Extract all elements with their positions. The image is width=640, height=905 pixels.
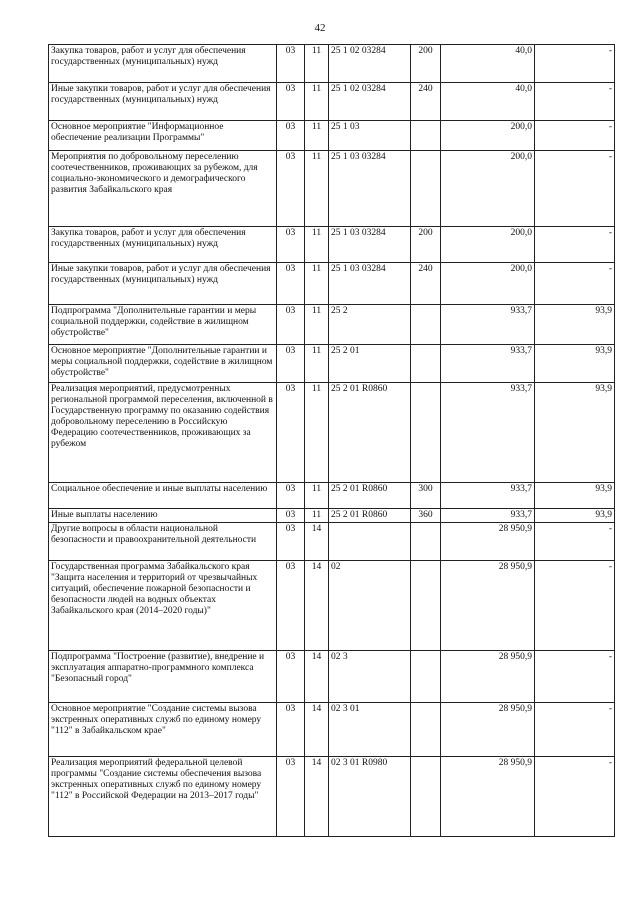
row-name: Закупка товаров, работ и услуг для обеспечения государственных (муниципальных) нужд bbox=[49, 45, 277, 83]
row-subsection: 11 bbox=[305, 227, 329, 263]
row-section: 03 bbox=[277, 523, 305, 561]
table-row bbox=[49, 121, 615, 151]
row-section: 03 bbox=[277, 757, 305, 837]
row-subsection: 11 bbox=[305, 263, 329, 305]
row-subsection: 11 bbox=[305, 45, 329, 83]
row-target-code: 25 1 02 03284 bbox=[329, 45, 411, 83]
row-amount-subvention: - bbox=[535, 523, 615, 561]
row-subsection: 11 bbox=[305, 383, 329, 483]
row-subsection: 11 bbox=[305, 305, 329, 345]
row-target-code: 02 3 bbox=[329, 651, 411, 703]
row-section: 03 bbox=[277, 483, 305, 509]
row-amount-subvention: - bbox=[535, 561, 615, 651]
row-section: 03 bbox=[277, 263, 305, 305]
row-expense-type: 240 bbox=[411, 263, 441, 305]
row-section: 03 bbox=[277, 509, 305, 523]
row-section: 03 bbox=[277, 45, 305, 83]
row-amount-subvention: 93,9 bbox=[535, 383, 615, 483]
row-subsection: 14 bbox=[305, 757, 329, 837]
row-target-code: 25 1 03 bbox=[329, 121, 411, 151]
table-row bbox=[49, 345, 615, 383]
row-section: 03 bbox=[277, 383, 305, 483]
row-expense-type bbox=[411, 345, 441, 383]
row-expense-type: 360 bbox=[411, 509, 441, 523]
table-row bbox=[49, 83, 615, 121]
row-name: Реализация мероприятий, предусмотренных региональной программой переселения, включенной в Государственную программу по оказанию содействия добровольному переселению в Российскую Федерацию соотечественников, проживающих за рубежом bbox=[49, 383, 277, 483]
row-target-code: 02 3 01 bbox=[329, 703, 411, 757]
row-amount: 28 950,9 bbox=[441, 757, 535, 837]
row-target-code: 25 2 01 R0860 bbox=[329, 483, 411, 509]
row-subsection: 14 bbox=[305, 561, 329, 651]
table-row bbox=[49, 263, 615, 305]
row-section: 03 bbox=[277, 151, 305, 227]
table-row bbox=[49, 45, 615, 83]
row-expense-type bbox=[411, 561, 441, 651]
row-section: 03 bbox=[277, 651, 305, 703]
row-target-code: 25 1 03 03284 bbox=[329, 151, 411, 227]
row-amount: 28 950,9 bbox=[441, 703, 535, 757]
table-row bbox=[49, 151, 615, 227]
row-amount: 40,0 bbox=[441, 45, 535, 83]
row-amount: 933,7 bbox=[441, 305, 535, 345]
row-amount-subvention: - bbox=[535, 151, 615, 227]
row-subsection: 14 bbox=[305, 523, 329, 561]
table-row bbox=[49, 483, 615, 509]
row-section: 03 bbox=[277, 83, 305, 121]
row-name: Иные закупки товаров, работ и услуг для обеспечения государственных (муниципальных) нужд bbox=[49, 263, 277, 305]
row-name: Социальное обеспечение и иные выплаты населению bbox=[49, 483, 277, 509]
row-expense-type: 200 bbox=[411, 45, 441, 83]
row-name: Иные выплаты населению bbox=[49, 509, 277, 523]
row-amount-subvention: - bbox=[535, 263, 615, 305]
budget-table bbox=[48, 44, 615, 837]
row-name: Реализация мероприятий федеральной целевой программы "Создание системы обеспечения вызова экстренных оперативных служб по единому номеру "112" в Российской Федерации на 2013–2017 годы" bbox=[49, 757, 277, 837]
row-amount-subvention: 93,9 bbox=[535, 305, 615, 345]
row-amount: 933,7 bbox=[441, 483, 535, 509]
row-target-code: 25 1 02 03284 bbox=[329, 83, 411, 121]
row-section: 03 bbox=[277, 227, 305, 263]
row-target-code: 02 bbox=[329, 561, 411, 651]
row-subsection: 14 bbox=[305, 651, 329, 703]
row-target-code bbox=[329, 523, 411, 561]
row-target-code: 25 2 01 R0860 bbox=[329, 509, 411, 523]
row-amount: 200,0 bbox=[441, 263, 535, 305]
row-amount-subvention: - bbox=[535, 227, 615, 263]
row-expense-type bbox=[411, 383, 441, 483]
row-amount: 40,0 bbox=[441, 83, 535, 121]
row-expense-type bbox=[411, 523, 441, 561]
row-name: Иные закупки товаров, работ и услуг для обеспечения государственных (муниципальных) нужд bbox=[49, 83, 277, 121]
row-amount: 933,7 bbox=[441, 509, 535, 523]
row-target-code: 25 1 03 03284 bbox=[329, 227, 411, 263]
row-section: 03 bbox=[277, 703, 305, 757]
row-amount-subvention: 93,9 bbox=[535, 509, 615, 523]
row-amount: 28 950,9 bbox=[441, 561, 535, 651]
row-amount: 28 950,9 bbox=[441, 651, 535, 703]
row-name: Мероприятия по добровольному переселению соотечественников, проживающих за рубежом, для социально-экономического и демографического развития Забайкальского края bbox=[49, 151, 277, 227]
row-amount-subvention: 93,9 bbox=[535, 345, 615, 383]
row-section: 03 bbox=[277, 561, 305, 651]
row-expense-type: 200 bbox=[411, 227, 441, 263]
row-name: Другие вопросы в области национальной безопасности и правоохранительной деятельности bbox=[49, 523, 277, 561]
row-target-code: 25 2 01 R0860 bbox=[329, 383, 411, 483]
table-row bbox=[49, 561, 615, 651]
row-expense-type bbox=[411, 703, 441, 757]
row-target-code: 25 1 03 03284 bbox=[329, 263, 411, 305]
row-name: Закупка товаров, работ и услуг для обеспечения государственных (муниципальных) нужд bbox=[49, 227, 277, 263]
row-section: 03 bbox=[277, 305, 305, 345]
row-amount-subvention: - bbox=[535, 121, 615, 151]
page-number: 42 bbox=[314, 22, 326, 34]
row-expense-type bbox=[411, 305, 441, 345]
row-subsection: 11 bbox=[305, 345, 329, 383]
row-amount-subvention: - bbox=[535, 83, 615, 121]
table-row bbox=[49, 227, 615, 263]
row-target-code: 25 2 01 bbox=[329, 345, 411, 383]
row-name: Основное мероприятие "Дополнительные гарантии и меры социальной поддержки, содействие в жилищном обустройстве" bbox=[49, 345, 277, 383]
row-name: Подпрограмма "Построение (развитие), внедрение и эксплуатация аппаратно-программного комплекса "Безопасный город" bbox=[49, 651, 277, 703]
row-amount-subvention: - bbox=[535, 651, 615, 703]
row-amount: 933,7 bbox=[441, 383, 535, 483]
row-expense-type bbox=[411, 121, 441, 151]
row-name: Основное мероприятие "Информационное обеспечение реализации Программы" bbox=[49, 121, 277, 151]
row-section: 03 bbox=[277, 345, 305, 383]
row-expense-type: 300 bbox=[411, 483, 441, 509]
table-row bbox=[49, 703, 615, 757]
row-section: 03 bbox=[277, 121, 305, 151]
row-amount: 200,0 bbox=[441, 227, 535, 263]
row-target-code: 25 2 bbox=[329, 305, 411, 345]
table-row bbox=[49, 757, 615, 837]
table-row bbox=[49, 305, 615, 345]
row-amount-subvention: - bbox=[535, 703, 615, 757]
row-subsection: 11 bbox=[305, 83, 329, 121]
row-expense-type bbox=[411, 651, 441, 703]
row-expense-type: 240 bbox=[411, 83, 441, 121]
row-name: Подпрограмма "Дополнительные гарантии и меры социальной поддержки, содействие в жилищном обустройстве" bbox=[49, 305, 277, 345]
row-amount: 200,0 bbox=[441, 121, 535, 151]
table-row bbox=[49, 509, 615, 523]
table-row bbox=[49, 651, 615, 703]
row-amount: 28 950,9 bbox=[441, 523, 535, 561]
row-name: Государственная программа Забайкальского края "Защита населения и территорий от чрезвычайных ситуаций, обеспечение пожарной безопасности и безопасности людей на водных объектах Забайкальского края (2014–2020 годы)" bbox=[49, 561, 277, 651]
row-target-code: 02 3 01 R0980 bbox=[329, 757, 411, 837]
row-amount: 200,0 bbox=[441, 151, 535, 227]
row-name: Основное мероприятие "Создание системы вызова экстренных оперативных служб по единому номеру "112" в Забайкальском крае" bbox=[49, 703, 277, 757]
row-expense-type bbox=[411, 757, 441, 837]
table-row bbox=[49, 523, 615, 561]
row-amount-subvention: - bbox=[535, 757, 615, 837]
row-amount-subvention: - bbox=[535, 45, 615, 83]
row-amount-subvention: 93,9 bbox=[535, 483, 615, 509]
table-row bbox=[49, 383, 615, 483]
row-subsection: 11 bbox=[305, 121, 329, 151]
row-subsection: 11 bbox=[305, 483, 329, 509]
row-expense-type bbox=[411, 151, 441, 227]
row-subsection: 11 bbox=[305, 509, 329, 523]
row-amount: 933,7 bbox=[441, 345, 535, 383]
row-subsection: 11 bbox=[305, 151, 329, 227]
row-subsection: 14 bbox=[305, 703, 329, 757]
